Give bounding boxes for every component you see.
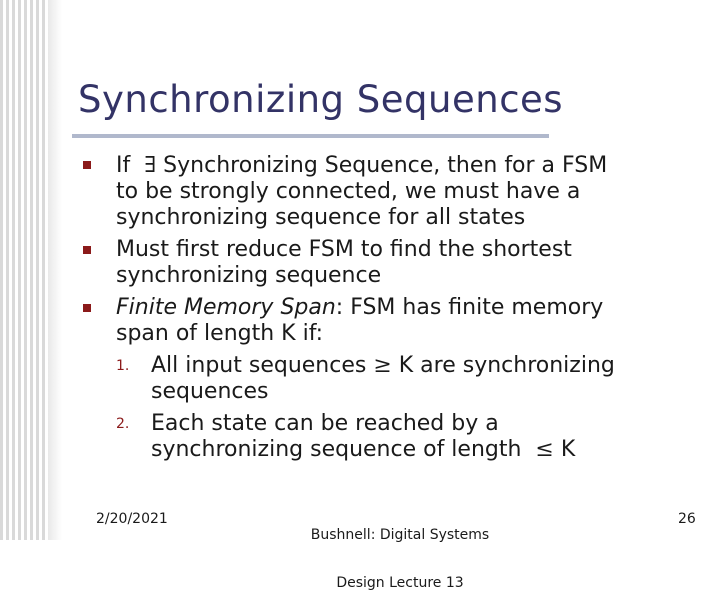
sub-item-2-number: 2. <box>116 416 130 432</box>
bullet-3-line-1: Finite Memory Span: FSM has finite memory <box>116 295 604 320</box>
less-equal-symbol: ≤ <box>535 437 554 462</box>
bullet-square-icon <box>83 161 91 169</box>
sub-item-1-line-1: All input sequences ≥ K are synchronizing <box>151 353 615 378</box>
exists-symbol: ∃ <box>144 153 157 178</box>
slide-title: Synchronizing Sequences <box>78 78 564 121</box>
sub-item-1-number: 1. <box>116 358 130 374</box>
title-underline <box>72 134 549 138</box>
footer-course-line-2: Design Lecture 13 <box>336 575 464 591</box>
bullet-2-line-2: synchronizing sequence <box>116 263 382 288</box>
bullet-square-icon <box>83 246 91 254</box>
footer-course-line-1: Bushnell: Digital Systems <box>310 527 490 543</box>
bullet-square-icon <box>83 304 91 312</box>
bullet-1-line-3: synchronizing sequence for all states <box>116 205 526 230</box>
decorative-stripes-fade <box>48 0 62 540</box>
bullet-2-line-1: Must first reduce FSM to find the shortest <box>116 237 572 262</box>
bullet-1-line-2: to be strongly connected, we must have a <box>116 179 581 204</box>
decorative-stripes <box>0 0 48 540</box>
page-number: 26 <box>678 511 696 527</box>
footer-course-info <box>290 495 510 607</box>
sub-item-1-line-2: sequences <box>151 379 269 404</box>
bullet-1-line-1: If ∃ Synchronizing Sequence, then for a FSM <box>116 153 608 178</box>
finite-memory-span-term: Finite Memory Span <box>116 295 336 320</box>
bullet-3-line-2: span of length K if: <box>116 321 324 346</box>
sub-item-2-line-1: Each state can be reached by a <box>151 411 499 436</box>
sub-item-2-line-2: synchronizing sequence of length ≤ K <box>151 437 576 462</box>
footer-date: 2/20/2021 <box>96 511 168 527</box>
greater-equal-symbol: ≥ <box>373 353 392 378</box>
